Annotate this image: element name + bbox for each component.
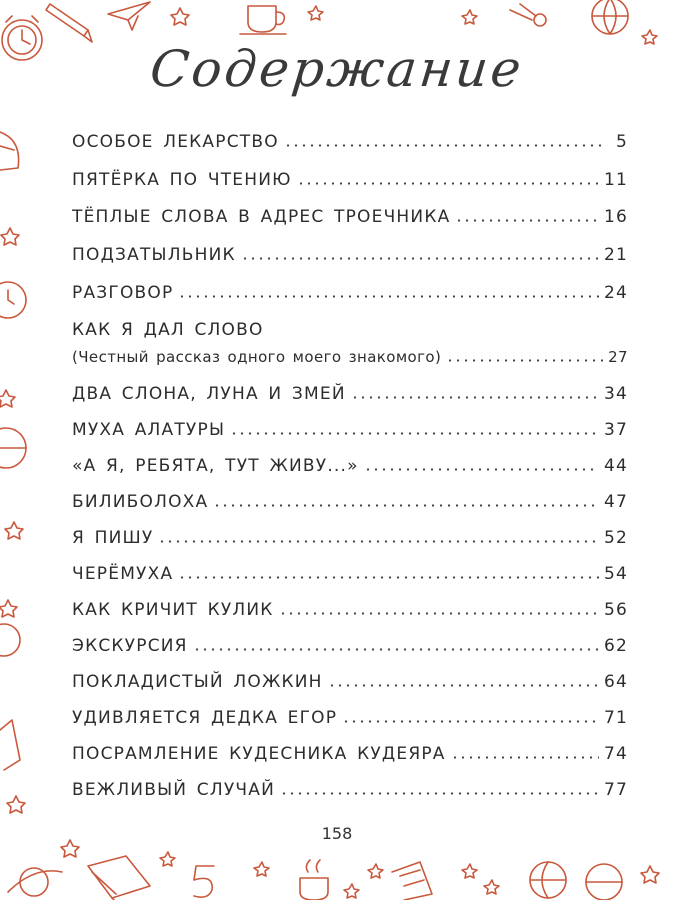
clock-icon — [0, 624, 20, 656]
entry-page: 24 — [603, 283, 628, 303]
pencil-icon — [46, 4, 92, 42]
dot-leader — [451, 745, 599, 759]
star-icon — [5, 522, 23, 539]
toc-entry — [72, 420, 628, 440]
entry-page: 5 — [615, 132, 628, 152]
entry-subtitle: (Честный рассказ одного моего знакомого) — [72, 348, 442, 366]
entry-page: 54 — [603, 564, 628, 584]
fan-icon — [0, 132, 19, 170]
entry-title: ПОСРАМЛЕНИЕ КУДЕСНИКА КУДЕЯРА — [72, 744, 446, 764]
toc-entry — [72, 564, 628, 584]
dot-leader — [328, 673, 599, 687]
entry-page: 21 — [603, 245, 628, 265]
star-icon — [462, 864, 477, 878]
cup-icon — [300, 860, 328, 900]
entry-page: 11 — [603, 170, 628, 190]
dot-leader — [193, 637, 599, 651]
toc-entry — [72, 492, 628, 512]
toc-entry — [72, 744, 628, 764]
entry-page: 37 — [603, 420, 628, 440]
dot-leader — [342, 709, 599, 723]
toc-entry — [72, 245, 628, 265]
toc-entry — [72, 636, 628, 656]
number-five-icon — [194, 866, 214, 897]
globe-icon — [0, 428, 26, 468]
entry-title: КАК КРИЧИТ КУЛИК — [72, 600, 274, 620]
notebook-icon — [392, 862, 432, 900]
star-icon — [344, 884, 359, 898]
toc-entry — [72, 170, 628, 190]
dot-leader — [446, 348, 603, 362]
star-icon — [462, 10, 477, 24]
dot-leader — [351, 385, 599, 399]
toc-entry — [72, 528, 628, 548]
entry-title: ВЕЖЛИВЫЙ СЛУЧАЙ — [72, 780, 276, 800]
entry-page: 47 — [603, 492, 628, 512]
entry-title: КАК Я ДАЛ СЛОВО — [72, 320, 264, 340]
entry-title: ТЁПЛЫЕ СЛОВА В АДРЕС ТРОЕЧНИКА — [72, 207, 451, 227]
entry-page: 64 — [603, 672, 628, 692]
dot-leader — [178, 565, 599, 579]
toc-entry — [72, 672, 628, 692]
star-icon — [0, 600, 17, 617]
page-title: Содержание — [147, 40, 527, 98]
alarm-clock-icon — [0, 282, 26, 318]
dot-leader — [213, 493, 599, 507]
entry-page: 27 — [608, 348, 628, 366]
cup-icon — [240, 6, 286, 34]
entry-page: 74 — [603, 744, 628, 764]
dot-leader — [280, 781, 599, 795]
entry-title: ПОКЛАДИСТЫЙ ЛОЖКИН — [72, 672, 323, 692]
book-icon — [88, 856, 150, 900]
star-icon — [171, 8, 189, 25]
entry-title: УДИВЛЯЕТСЯ ДЕДКА ЕГОР — [72, 708, 338, 728]
entry-title: «А Я, РЕБЯТА, ТУТ ЖИВУ...» — [72, 456, 359, 476]
entry-title: ПОДЗАТЫЛЬНИК — [72, 245, 236, 265]
star-icon — [308, 6, 323, 20]
toc-entry — [72, 132, 628, 152]
star-icon — [1, 228, 19, 245]
toc-entry — [72, 207, 628, 227]
toc-entry — [72, 708, 628, 728]
toc-entry — [72, 320, 628, 366]
dot-leader — [178, 284, 599, 298]
entry-page: 56 — [603, 600, 628, 620]
entry-title: ПЯТЁРКА ПО ЧТЕНИЮ — [72, 170, 292, 190]
star-icon — [484, 880, 499, 894]
page-number: 158 — [321, 824, 353, 843]
dot-leader — [230, 421, 599, 435]
entry-title: ДВА СЛОНА, ЛУНА И ЗМЕЙ — [72, 384, 346, 404]
entry-title: БИЛИБОЛОХА — [72, 492, 209, 512]
dot-leader — [284, 133, 607, 147]
star-icon — [254, 862, 269, 876]
saturn-icon — [8, 868, 62, 896]
globe-icon — [586, 864, 622, 900]
entry-title: МУХА АЛАТУРЫ — [72, 420, 226, 440]
toc-entry — [72, 780, 628, 800]
toc-entry — [72, 456, 628, 476]
comet-icon — [510, 4, 546, 26]
dot-leader — [158, 529, 598, 543]
dot-leader — [297, 171, 599, 185]
toc-entry — [72, 384, 628, 404]
star-icon — [368, 864, 383, 878]
entry-page: 52 — [603, 528, 628, 548]
dot-leader — [455, 208, 599, 222]
entry-page: 16 — [603, 207, 628, 227]
entry-page: 34 — [603, 384, 628, 404]
entry-title: Я ПИШУ — [72, 528, 154, 548]
entry-page: 44 — [603, 456, 628, 476]
entry-title: РАЗГОВОР — [72, 283, 174, 303]
dot-leader — [364, 457, 599, 471]
dot-leader — [241, 246, 599, 260]
globe-icon — [592, 0, 628, 34]
toc-entry — [72, 600, 628, 620]
entry-title: ЧЕРЁМУХА — [72, 564, 174, 584]
toc-entry — [72, 283, 628, 303]
entry-page: 77 — [603, 780, 628, 800]
globe-icon — [530, 862, 566, 898]
star-icon — [7, 796, 25, 813]
entry-title: ЭКСКУРСИЯ — [72, 636, 188, 656]
star-icon — [641, 866, 659, 883]
entry-page: 71 — [603, 708, 628, 728]
paper-plane-icon — [108, 2, 150, 30]
ruler-icon — [0, 720, 20, 770]
star-icon — [160, 852, 175, 866]
dot-leader — [279, 601, 599, 615]
star-icon — [0, 390, 15, 407]
entry-title: ОСОБОЕ ЛЕКАРСТВО — [72, 132, 279, 152]
entry-page: 62 — [603, 636, 628, 656]
